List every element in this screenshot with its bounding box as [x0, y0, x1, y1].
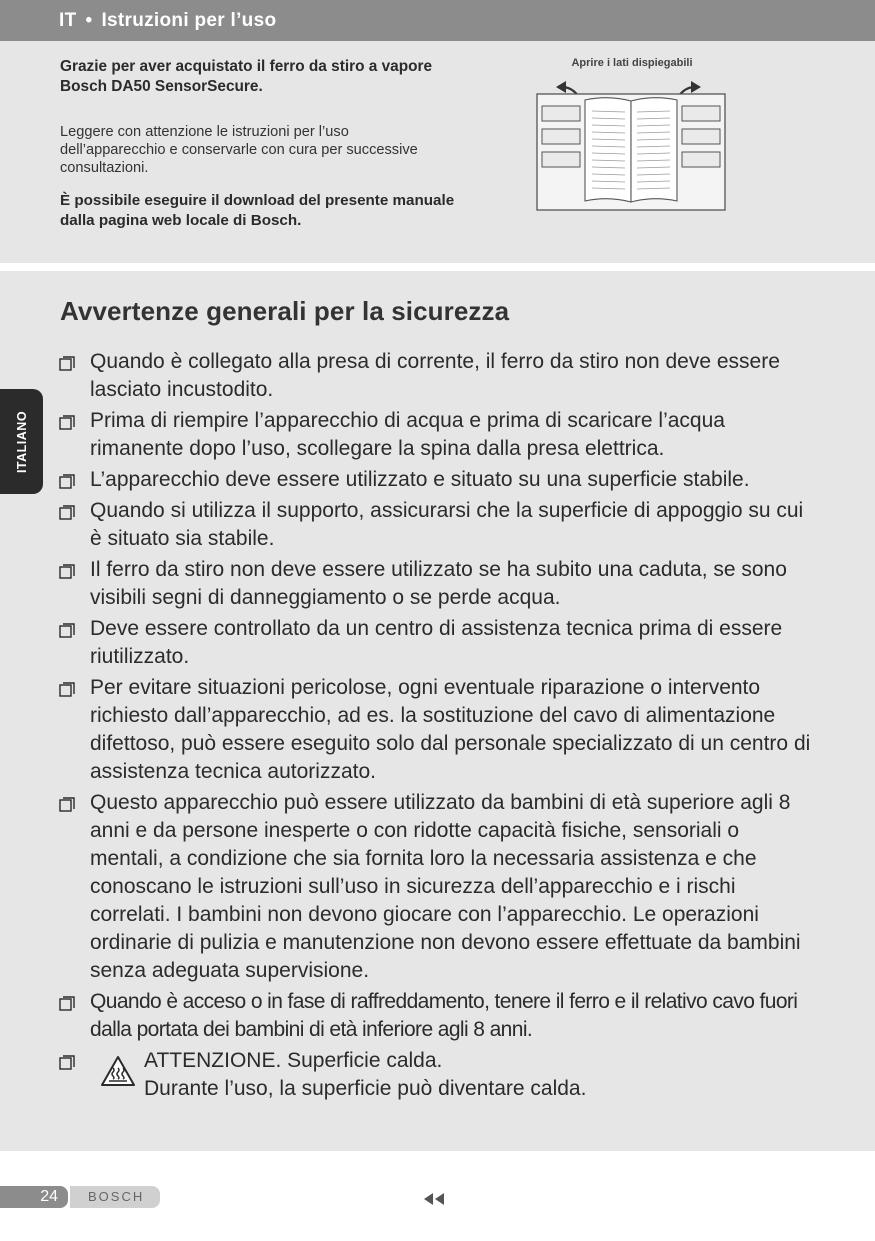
- checkbox-icon: [59, 415, 75, 430]
- checkbox-icon: [59, 356, 75, 371]
- list-item: [58, 556, 818, 612]
- safety-warning-list: [58, 348, 818, 1107]
- list-item: [58, 466, 818, 494]
- list-item: [58, 497, 818, 553]
- brand-label: BOSCH: [70, 1186, 160, 1208]
- fold-out-pages-illustration: [530, 73, 735, 213]
- warning-text: Quando si utilizza il supporto, assicurarsi che la superficie di appoggio su cui è situato sia stabile.: [90, 499, 804, 550]
- header-separator: •: [85, 10, 93, 31]
- warning-text: Deve essere controllato da un centro di assistenza tecnica prima di essere riutilizzato.: [90, 617, 783, 668]
- hot-warning-text: [144, 1047, 586, 1103]
- intro-panel: [0, 41, 875, 263]
- hot-warning-title: ATTENZIONE. Superficie calda.: [144, 1049, 443, 1072]
- checkbox-icon: [59, 1055, 75, 1070]
- hot-surface-icon: [100, 1055, 136, 1087]
- warning-text: Quando è acceso o in fase di raffreddamento, tenere il ferro e il relativo cavo fuori dalla portata dei bambini di età inferiore agli 8 anni.: [90, 990, 798, 1041]
- list-item: [58, 789, 818, 985]
- warning-text: Quando è collegato alla presa di corrente, il ferro da stiro non deve essere lasciato incustodito.: [90, 350, 780, 401]
- read-instructions-text: Leggere con attenzione le istruzioni per l’uso dell’apparecchio e conservarle con cura per successive consultazioni.: [60, 124, 418, 176]
- back-nav-icon[interactable]: [424, 1193, 446, 1205]
- section-divider: [0, 263, 875, 271]
- fold-out-caption: Aprire i lati dispiegabili: [571, 57, 693, 69]
- checkbox-icon: [59, 474, 75, 489]
- thanks-text: Grazie per aver acquistato il ferro da stiro a vapore Bosch DA50 SensorSecure.: [60, 58, 433, 95]
- checkbox-icon: [59, 564, 75, 579]
- warning-text: Questo apparecchio può essere utilizzato da bambini di età superiore agli 8 anni e da persone inesperte o con ridotte capacità fisiche, sensoriali o mentali, a condizione che sia fornita loro la necessaria assistenza e che conoscano le istruzioni sull’uso in sicurezza dell’apparecchio e i rischi correlati. I bambini non devono giocare con l’apparecchio. Le operazioni ordinarie di pulizia e manutenzione non devono essere effettuate da bambini senza adeguata supervisione.: [90, 791, 801, 982]
- list-item: [58, 407, 818, 463]
- list-item: [58, 674, 818, 786]
- checkbox-icon: [59, 682, 75, 697]
- warning-text: Per evitare situazioni pericolose, ogni eventuale riparazione o intervento richiesto dall’apparecchio, ad es. la sostituzione del cavo di alimentazione difettoso, può essere eseguito solo dal personale specializzato di un centro di assistenza tecnica autorizzato.: [90, 676, 811, 783]
- list-item: [58, 615, 818, 671]
- list-item: [58, 348, 818, 404]
- side-tab-label: ITALIANO: [14, 410, 29, 473]
- warning-text: Prima di riempire l’apparecchio di acqua e prima di scaricare l’acqua rimanente dopo l’uso, scollegare la spina dalla presa elettrica.: [90, 409, 725, 460]
- warning-text: Il ferro da stiro non deve essere utilizzato se ha subito una caduta, se sono visibili segni di danneggiamento o se perde acqua.: [90, 558, 787, 609]
- download-note: È possibile eseguire il download del presente manuale dalla pagina web locale di Bosch.: [60, 192, 455, 229]
- page-number: 24: [0, 1186, 68, 1208]
- checkbox-icon: [59, 797, 75, 812]
- hot-warning-detail: Durante l’uso, la superficie può diventare calda.: [144, 1077, 587, 1100]
- hot-surface-warning: [58, 1047, 818, 1107]
- list-item: [58, 988, 818, 1044]
- header-title: Istruzioni per l’uso: [101, 10, 277, 31]
- checkbox-icon: [59, 623, 75, 638]
- page-header: [0, 0, 875, 41]
- warning-text: L’apparecchio deve essere utilizzato e situato su una superficie stabile.: [90, 468, 750, 491]
- checkbox-icon: [59, 996, 75, 1011]
- checkbox-icon: [59, 505, 75, 520]
- language-code: IT: [59, 10, 77, 31]
- language-side-tab: [0, 389, 43, 494]
- safety-section-title: Avvertenze generali per la sicurezza: [60, 296, 510, 326]
